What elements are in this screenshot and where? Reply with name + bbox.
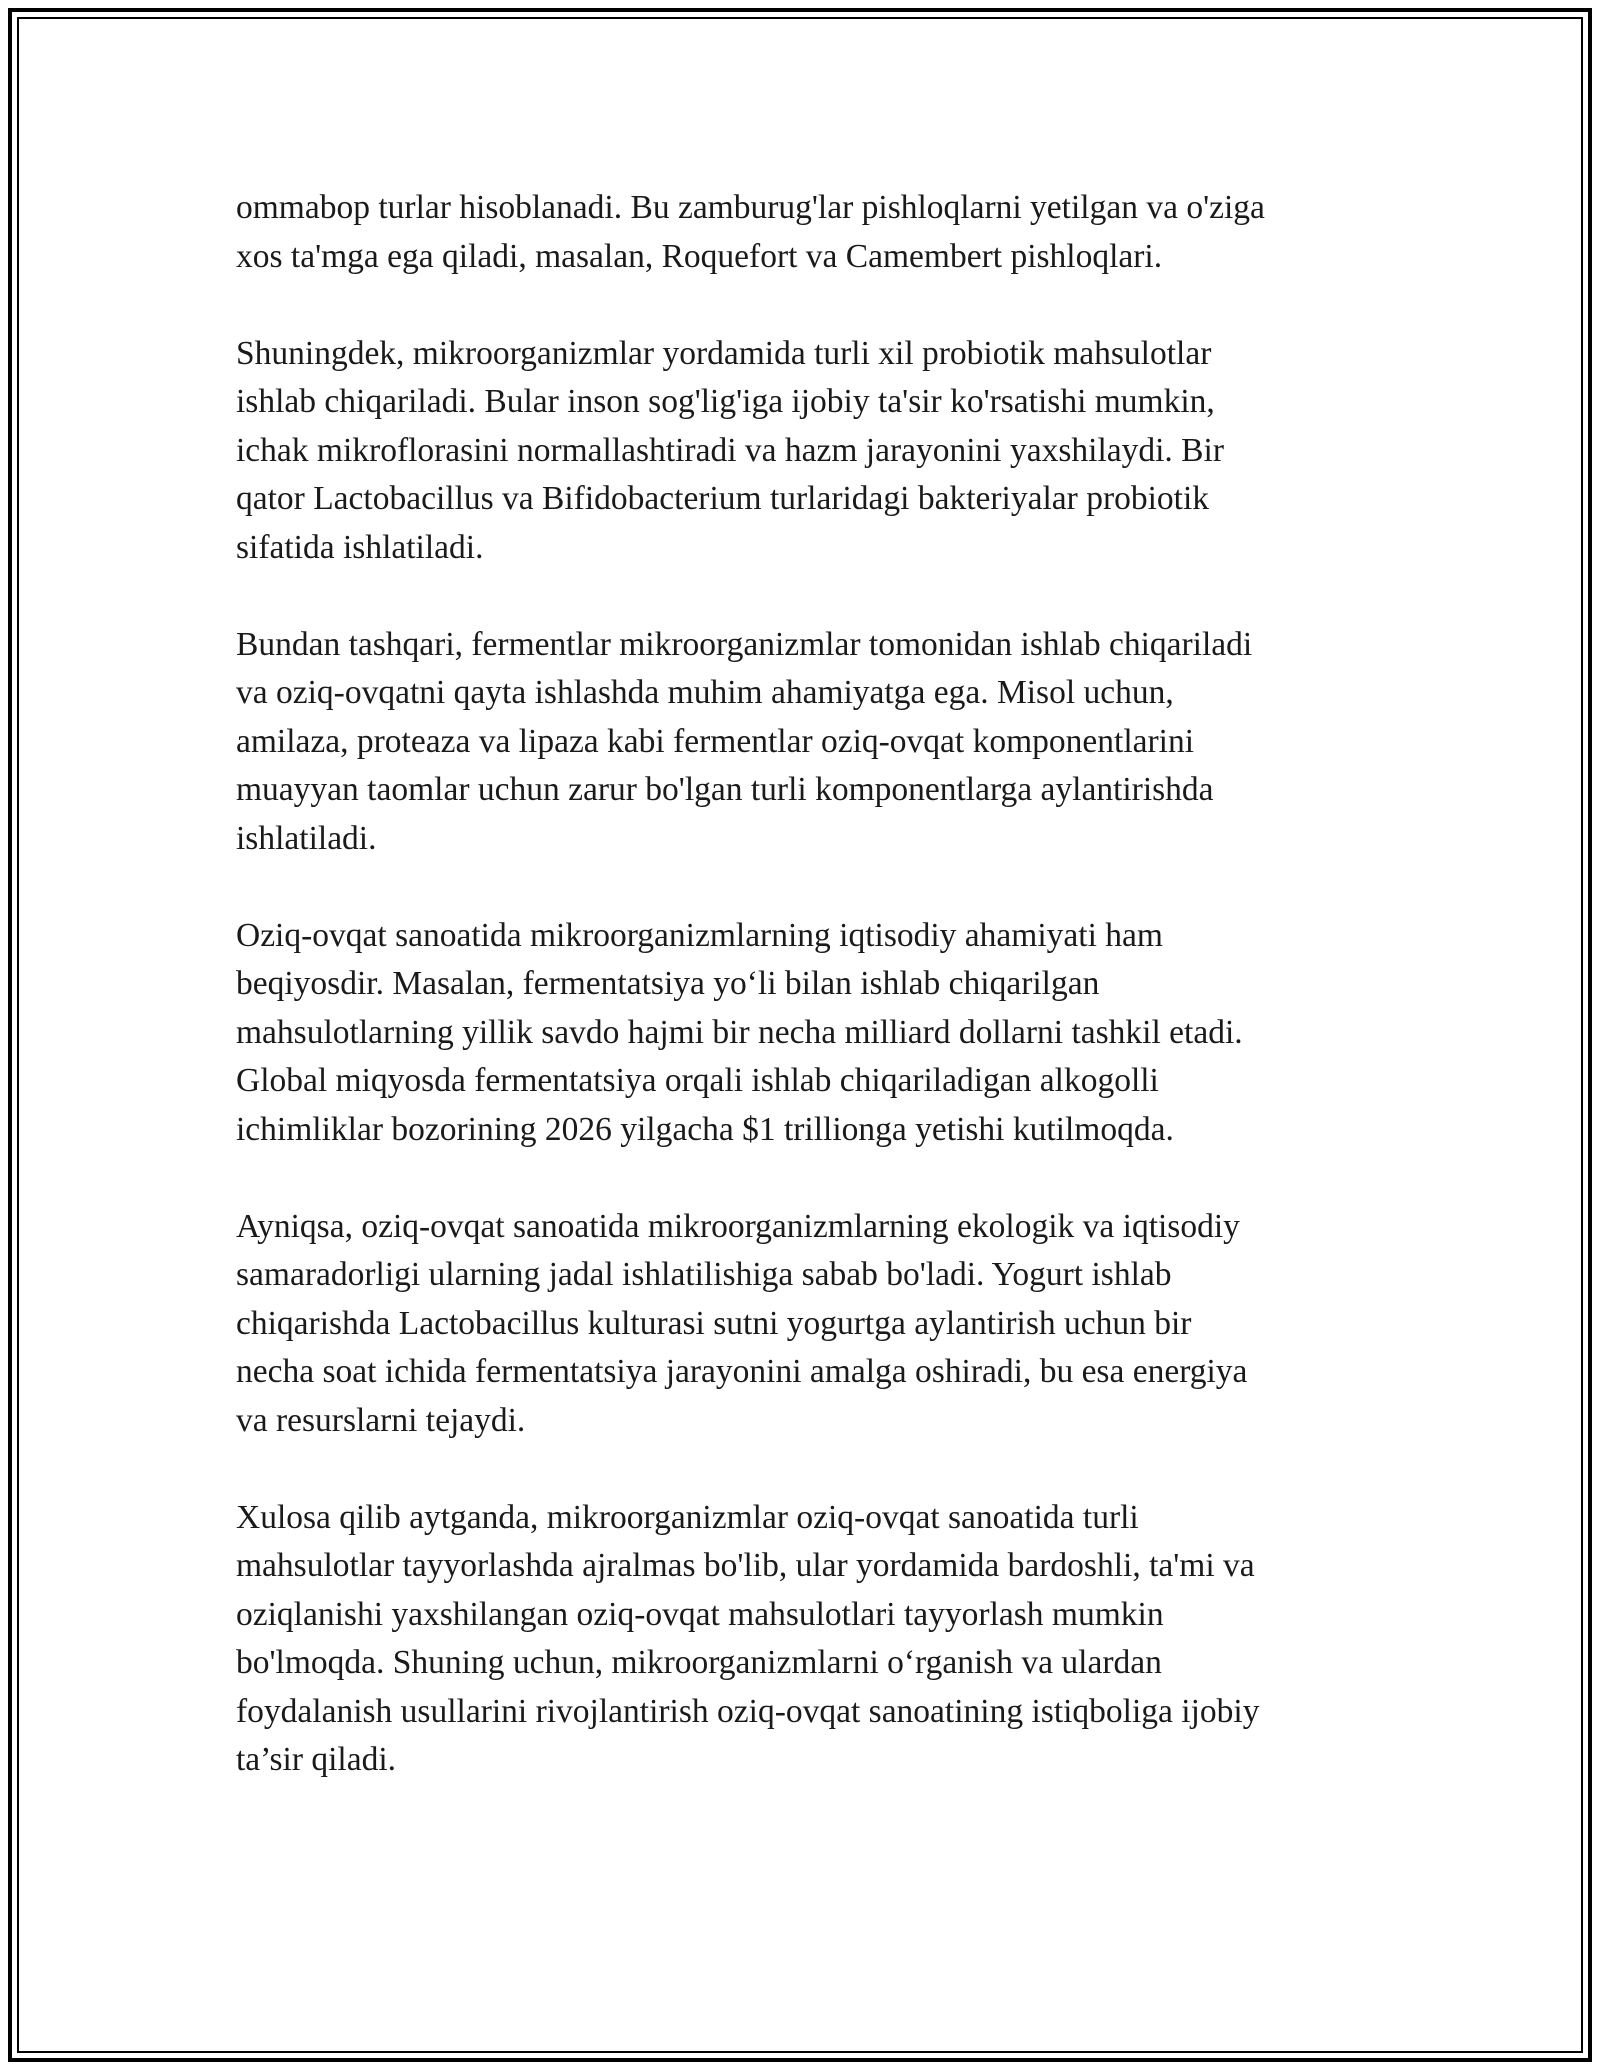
document-body <box>236 184 1376 1833</box>
paragraph-2: Shuningdek, mikroorganizmlar yordamida turli xil probiotik mahsulotlar ishlab chiqariladi. Bular inson sog'lig'iga ijobiy ta'sir ko'rsatishi mumkin, ichak mikroflorasini normallashtiradi va hazm jarayonini yaxshilaydi. Bir qator Lactobacillus va Bifidobacterium turlaridagi bakteriyalar probiotik sifatida ishlatiladi. <box>236 334 1224 566</box>
paragraph-1: ommabop turlar hisoblanadi. Bu zamburug'lar pishloqlarni yetilgan va o'ziga xos ta'mga ega qiladi, masalan, Roquefort va Camembert pishloqlari. <box>236 189 1265 275</box>
paragraph-6: Xulosa qilib aytganda, mikroorganizmlar oziq-ovqat sanoatida turli mahsulotlar tayyorlashda ajralmas bo'lib, ular yordamida bardoshli, ta'mi va oziqlanishi yaxshilangan oziq-ovqat mahsulotlari tayyorlash mumkin bo'lmoqda. Shuning uchun, mikroorganizmlarni o‘rganish va ulardan foydalanish usullarini rivojlantirish oziq-ovqat sanoatining istiqboliga ijobiy ta’sir qiladi. <box>236 1498 1260 1778</box>
paragraph-5: Ayniqsa, oziq-ovqat sanoatida mikroorganizmlarning ekologik va iqtisodiy samaradorligi ularning jadal ishlatilishiga sabab bo'ladi. Yogurt ishlab chiqarishda Lactobacillus kulturasi sutni yogurtga aylantirish uchun bir necha soat ichida fermentatsiya jarayonini amalga oshiradi, bu esa energiya va resurslarni tejaydi. <box>236 1207 1248 1439</box>
paragraph-4: Oziq-ovqat sanoatida mikroorganizmlarning iqtisodiy ahamiyati ham beqiyosdir. Masalan, fermentatsiya yo‘li bilan ishlab chiqarilgan mahsulotlarning yillik savdo hajmi bir necha milliard dollarni tashkil etadi. Global miqyosda fermentatsiya orqali ishlab chiqariladigan alkogolli ichimliklar bozorining 2026 yilgacha $1 trillionga yetishi kutilmoqda. <box>236 916 1243 1148</box>
paragraph-3: Bundan tashqari, fermentlar mikroorganizmlar tomonidan ishlab chiqariladi va oziq-ovqatni qayta ishlashda muhim ahamiyatga ega. Misol uchun, amilaza, proteaza va lipaza kabi fermentlar oziq-ovqat komponentlarini muayyan taomlar uchun zarur bo'lgan turli komponentlarga aylantirishda ishlatiladi. <box>236 625 1253 857</box>
